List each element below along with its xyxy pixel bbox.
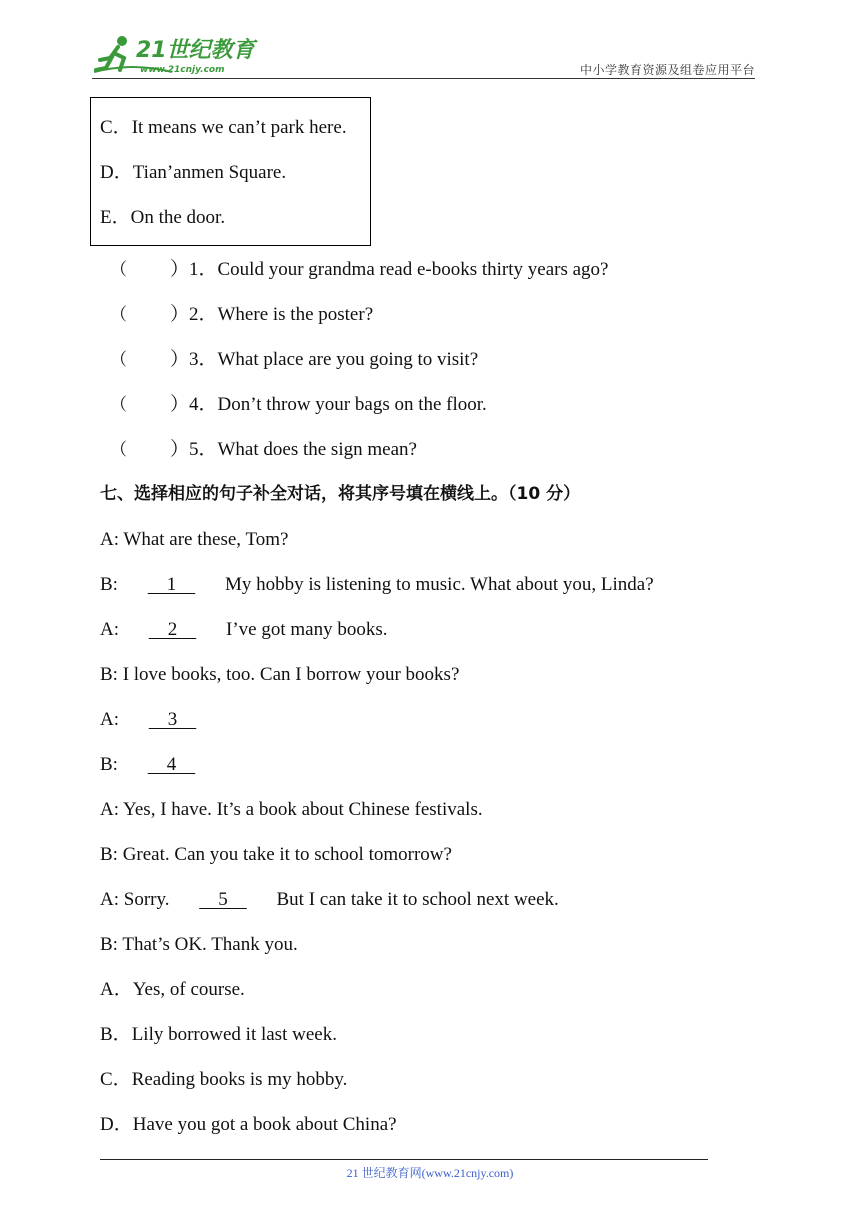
answer-option-a	[100, 978, 245, 1002]
speaker: A:	[100, 799, 119, 820]
option-text: On the door.	[130, 207, 226, 228]
page-header	[0, 0, 860, 90]
fill-blank[interactable]: 1	[147, 574, 196, 595]
fill-blank[interactable]: 5	[199, 889, 247, 910]
answer-paren[interactable]: （	[110, 260, 127, 279]
answer-paren[interactable]: （	[110, 305, 127, 324]
logo-text: 21世纪教育	[136, 38, 255, 63]
answer-paren[interactable]: （	[110, 395, 127, 414]
question-text: ）1．Could your grandma read e-books thirty years ago?	[170, 259, 609, 280]
question-text: ）5．What does the sign mean?	[170, 439, 417, 460]
option-letter: C．	[100, 1069, 132, 1090]
speaker: A:	[100, 529, 119, 550]
answer-paren[interactable]: （	[110, 350, 127, 369]
line-text: What are these, Tom?	[119, 529, 289, 550]
dialogue-line-4	[100, 663, 459, 687]
speaker: A:	[100, 619, 119, 640]
option-letter: A．	[100, 979, 133, 1000]
option-letter: C．	[100, 117, 132, 138]
dialogue-line-6	[100, 753, 215, 777]
runner-logo-icon	[92, 32, 262, 78]
box-option-c	[100, 116, 347, 140]
speaker: B:	[100, 934, 118, 955]
footer-link[interactable]: 21 世纪教育网(www.21cnjy.com)	[346, 1166, 514, 1180]
dialogue-line-1	[100, 528, 288, 552]
fill-blank[interactable]: 4	[147, 754, 196, 775]
line-text: Great. Can you take it to school tomorrow?	[117, 844, 452, 865]
line-text: I’ve got many books.	[226, 619, 388, 640]
question-text: ）4．Don’t throw your bags on the floor.	[170, 394, 487, 415]
dialogue-line-2	[100, 573, 654, 597]
option-text: Lily borrowed it last week.	[131, 1024, 337, 1045]
line-text: My hobby is listening to music. What about you, Linda?	[224, 574, 654, 595]
answer-paren[interactable]: （	[110, 440, 127, 459]
option-letter: D．	[100, 162, 133, 183]
box-option-e	[100, 206, 225, 230]
header-divider	[92, 78, 755, 79]
option-text: Tian’anmen Square.	[132, 162, 287, 183]
question-text: ）3．What place are you going to visit?	[170, 349, 479, 370]
option-letter: B．	[100, 1024, 132, 1045]
option-text: Reading books is my hobby.	[131, 1069, 348, 1090]
platform-name: 中小学教育资源及组卷应用平台	[579, 63, 755, 77]
line-text: Yes, I have. It’s a book about Chinese festivals.	[119, 799, 483, 820]
question-text: ）2．Where is the poster?	[170, 304, 374, 325]
option-text: Have you got a book about China?	[132, 1114, 397, 1135]
line-text: But I can take it to school next week.	[276, 889, 559, 910]
option-text: Yes, of course.	[132, 979, 245, 1000]
dialogue-line-7	[100, 798, 483, 822]
line-text: I love books, too. Can I borrow your books?	[117, 664, 460, 685]
speaker: B:	[100, 844, 118, 865]
dialogue-line-8	[100, 843, 452, 867]
option-letter: D．	[100, 1114, 133, 1135]
line-text: Sorry.	[119, 889, 170, 910]
speaker: A:	[100, 709, 119, 730]
dialogue-line-3	[100, 618, 387, 642]
dialogue-line-9	[100, 888, 559, 912]
line-text: That’s OK. Thank you.	[117, 934, 298, 955]
dialogue-line-5	[100, 708, 217, 732]
dialogue-line-10	[100, 933, 298, 957]
answer-option-c	[100, 1068, 347, 1092]
option-letter: E．	[100, 207, 131, 228]
option-text: It means we can’t park here.	[131, 117, 347, 138]
fill-blank[interactable]: 2	[148, 619, 197, 640]
answer-option-b	[100, 1023, 337, 1047]
logo-url: www.21cnjy.com	[140, 65, 225, 75]
speaker: A:	[100, 889, 119, 910]
footer-divider	[100, 1159, 708, 1160]
section-title: 七、选择相应的句子补全对话，将其序号填在横线上。（10 分）	[100, 484, 581, 504]
speaker: B:	[100, 664, 118, 685]
box-option-d	[100, 161, 286, 185]
fill-blank[interactable]: 3	[148, 709, 197, 730]
site-logo[interactable]	[92, 32, 262, 78]
speaker: B:	[100, 754, 118, 775]
speaker: B:	[100, 574, 118, 595]
answer-option-d	[100, 1113, 397, 1137]
